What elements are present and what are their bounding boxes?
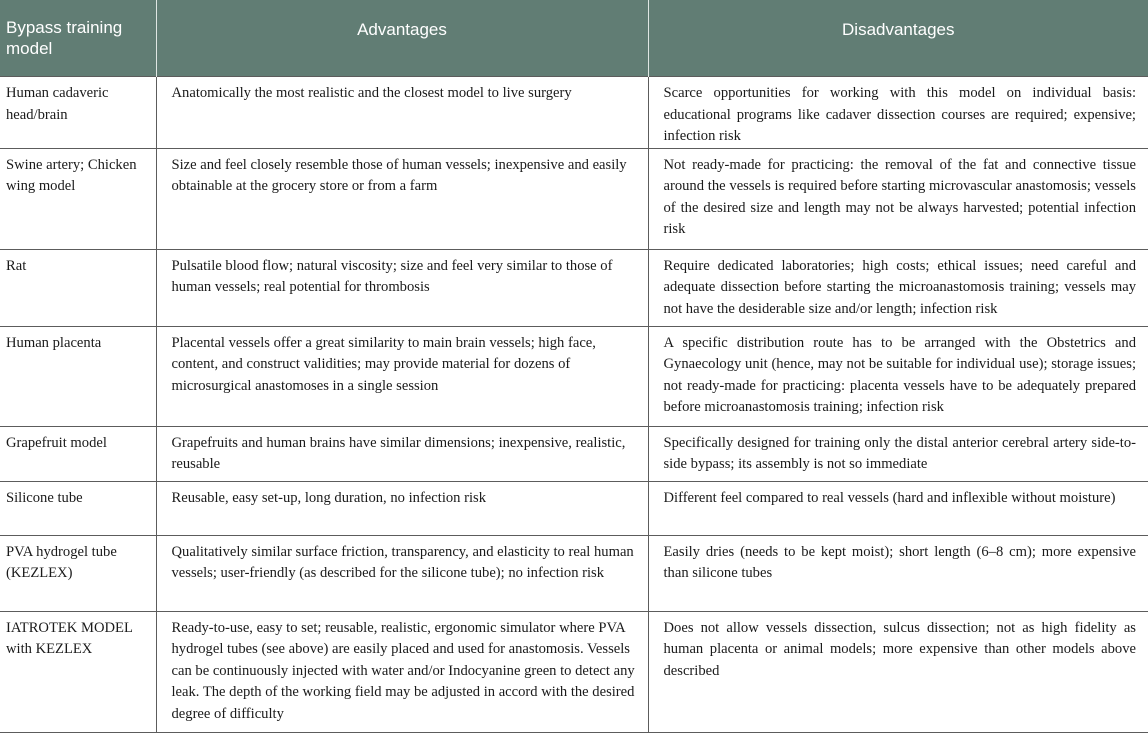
advantages-cell: Reusable, easy set-up, long duration, no infection risk xyxy=(156,481,648,535)
table-row xyxy=(0,148,1148,249)
disadvantages-cell: A specific distribution route has to be arranged with the Obstetrics and Gynaecology unit (hence, may not be suitable for individual use); storage issues; not ready-made for practicing: placenta vessels have to be adequately prepared before microanastomosis training; infection risk xyxy=(648,326,1148,426)
advantages-cell: Size and feel closely resemble those of human vessels; inexpensive and easily obtainable at the grocery store or from a farm xyxy=(156,148,648,249)
header-advantages: Advantages xyxy=(156,0,648,77)
advantages-cell: Pulsatile blood flow; natural viscosity; size and feel very similar to those of human vessels; real potential for thrombosis xyxy=(156,249,648,326)
advantages-cell: Grapefruits and human brains have similar dimensions; inexpensive, realistic, reusable xyxy=(156,426,648,481)
header-row xyxy=(0,0,1148,77)
header-model: Bypass training model xyxy=(0,0,156,77)
table-row xyxy=(0,611,1148,732)
table-row xyxy=(0,326,1148,426)
table-row xyxy=(0,481,1148,535)
model-cell: PVA hydrogel tube (KEZLEX) xyxy=(0,535,156,611)
table-row xyxy=(0,77,1148,149)
model-cell: Human placenta xyxy=(0,326,156,426)
disadvantages-cell: Not ready-made for practicing: the removal of the fat and connective tissue around the vessels is required before starting microvascular anastomosis; vessels of the desired size and length may not be always harvested; potential infection risk xyxy=(648,148,1148,249)
model-cell: Human cadaveric head/brain xyxy=(0,77,156,149)
model-cell: Grapefruit model xyxy=(0,426,156,481)
advantages-cell: Anatomically the most realistic and the closest model to live surgery xyxy=(156,77,648,149)
disadvantages-cell: Scarce opportunities for working with this model on individual basis: educational programs like cadaver dissection courses are required; expensive; infection risk xyxy=(648,77,1148,149)
table-row xyxy=(0,426,1148,481)
advantages-cell: Qualitatively similar surface friction, transparency, and elasticity to real human vessels; user-friendly (as described for the silicone tube); no infection risk xyxy=(156,535,648,611)
disadvantages-cell: Different feel compared to real vessels (hard and inflexible without moisture) xyxy=(648,481,1148,535)
table-row xyxy=(0,535,1148,611)
disadvantages-cell: Require dedicated laboratories; high costs; ethical issues; need careful and adequate dissection before starting the microanastomosis training; vessels may not have the desiderable size and/or length; infection risk xyxy=(648,249,1148,326)
model-cell: Silicone tube xyxy=(0,481,156,535)
table-row xyxy=(0,249,1148,326)
model-cell: Rat xyxy=(0,249,156,326)
advantages-cell: Placental vessels offer a great similarity to main brain vessels; high face, content, and construct validities; may provide material for dozens of microsurgical anastomoses in a single session xyxy=(156,326,648,426)
model-cell: IATROTEK MODEL with KEZLEX xyxy=(0,611,156,732)
disadvantages-cell: Does not allow vessels dissection, sulcus dissection; not as high fidelity as human placenta or animal models; more expensive than other models above described xyxy=(648,611,1148,732)
disadvantages-cell: Easily dries (needs to be kept moist); short length (6–8 cm); more expensive than silicone tubes xyxy=(648,535,1148,611)
model-cell: Swine artery; Chicken wing model xyxy=(0,148,156,249)
header-disadvantages: Disadvantages xyxy=(648,0,1148,77)
advantages-cell: Ready-to-use, easy to set; reusable, realistic, ergonomic simulator where PVA hydrogel tubes (see above) are easily placed and used for anastomosis. Vessels can be continuously injected with water and/or Indocyanine green to detect any leak. The depth of the working field may be adjusted in accord with the desired degree of difficulty xyxy=(156,611,648,732)
disadvantages-cell: Specifically designed for training only the distal anterior cerebral artery side-to-side bypass; its assembly is not so immediate xyxy=(648,426,1148,481)
